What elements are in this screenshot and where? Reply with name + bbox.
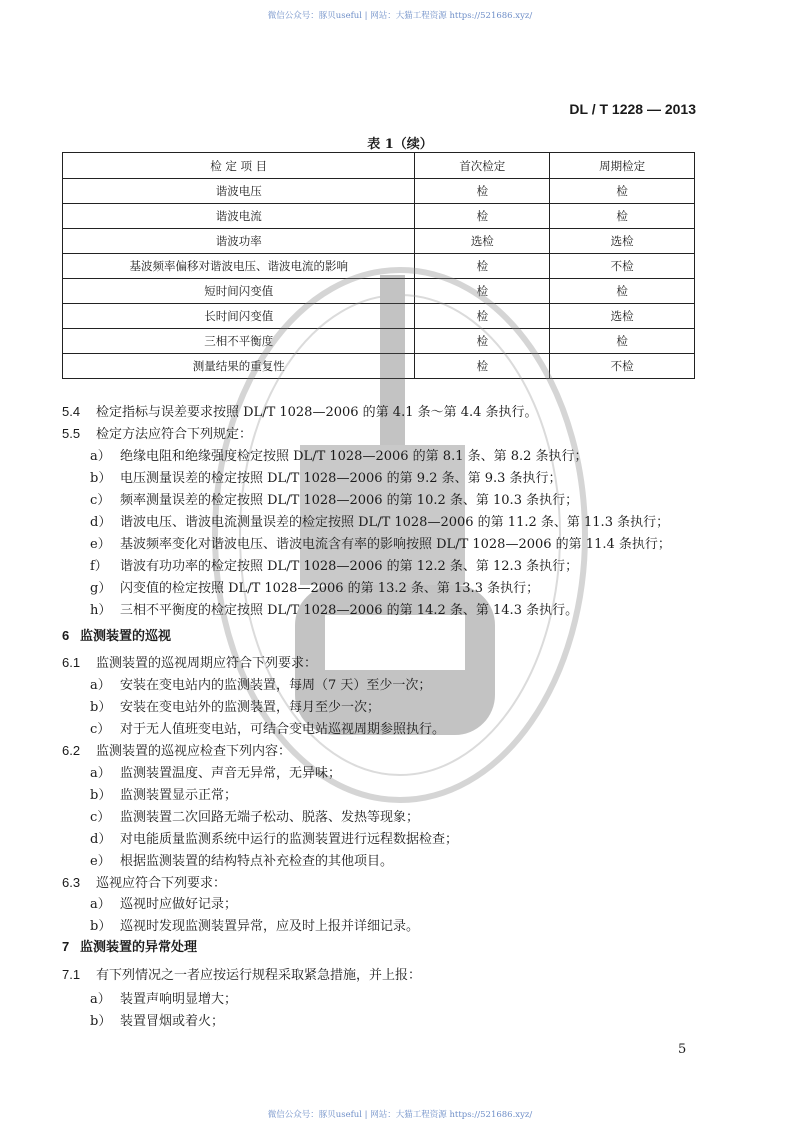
clause-number: 5.4 (62, 404, 81, 419)
table-title: 表 1（续） (367, 137, 433, 152)
inspection-table (62, 152, 695, 379)
line-text: 巡视时应做好记录； (120, 897, 238, 912)
table-row (63, 179, 695, 204)
table-cell: 检 (415, 329, 550, 354)
line-text: 安装在变电站内的监测装置，每周（7 天）至少一次； (120, 678, 432, 693)
line-text: 巡视时发现监测装置异常，应及时上报并详细记录。 (120, 919, 420, 934)
top-watermark: 微信公众号：豚贝useful | 网站：大猫工程资源 https://521686.xyz/ (267, 11, 533, 21)
table-cell: 长时间闪变值 (63, 304, 415, 329)
clause-number: 6.2 (62, 743, 81, 758)
item-label: e） (90, 537, 111, 552)
line-text: 检定指标与误差要求按照 DL/T 1028—2006 的第 4.1 条～第 4.4 条执行。 (96, 405, 538, 420)
table-row (63, 354, 695, 379)
line-text: 监测装置的巡视周期应符合下列要求： (96, 656, 318, 671)
table-cell: 选检 (550, 304, 695, 329)
table-cell: 谐波功率 (63, 229, 415, 254)
table-cell: 选检 (415, 229, 550, 254)
line-text: 电压测量误差的检定按照 DL/T 1028—2006 的第 9.2 条、第 9.3 条执行； (120, 471, 562, 486)
text-line (90, 850, 393, 869)
item-label: b） (90, 471, 112, 486)
column-header: 周期检定 (550, 153, 695, 179)
item-label: a） (90, 678, 111, 693)
table-cell: 短时间闪变值 (63, 279, 415, 304)
table-cell: 测量结果的重复性 (63, 354, 415, 379)
text-line (62, 964, 421, 983)
table-cell: 选检 (550, 229, 695, 254)
text-line (90, 489, 578, 508)
line-text: 有下列情况之一者应按运行规程采取紧急措施，并上报： (96, 968, 422, 983)
table-cell: 检 (415, 254, 550, 279)
item-label: h） (90, 603, 112, 618)
text-line (90, 467, 562, 486)
item-label: c） (90, 493, 111, 508)
table-row (63, 279, 695, 304)
table-row (63, 204, 695, 229)
text-line (62, 401, 538, 420)
table-cell: 检 (415, 354, 550, 379)
text-line (62, 740, 291, 759)
table-row (63, 254, 695, 279)
text-line (90, 806, 419, 825)
section-number: 7 (62, 939, 70, 954)
item-label: b） (90, 1014, 112, 1029)
line-text: 对于无人值班变电站，可结合变电站巡视周期参照执行。 (120, 722, 446, 737)
text-line (90, 599, 578, 618)
item-label: b） (90, 919, 112, 934)
line-text: 对电能质量监测系统中运行的监测装置进行远程数据检查； (120, 832, 459, 847)
table-cell: 不检 (550, 254, 695, 279)
text-line (90, 533, 671, 552)
line-text: 监测装置的巡视应检查下列内容： (96, 744, 292, 759)
line-text: 频率测量误差的检定按照 DL/T 1028—2006 的第 10.2 条、第 10.3 条执行； (120, 493, 579, 508)
text-line (90, 893, 237, 912)
line-text: 三相不平衡度的检定按照 DL/T 1028—2006 的第 14.2 条、第 14.3 条执行。 (120, 603, 579, 618)
table-header-row (63, 153, 695, 179)
clause-number: 6.1 (62, 655, 81, 670)
table-row (63, 304, 695, 329)
line-text: 绝缘电阻和绝缘强度检定按照 DL/T 1028—2006 的第 8.1 条、第 8.2 条执行； (120, 449, 588, 464)
column-header: 检 定 项 目 (63, 153, 415, 179)
line-text: 闪变值的检定按照 DL/T 1028—2006 的第 13.2 条、第 13.3 条执行； (120, 581, 540, 596)
table-row (63, 329, 695, 354)
text-line (62, 872, 226, 891)
table-cell: 基波频率偏移对谐波电压、谐波电流的影响 (63, 254, 415, 279)
line-text: 监测装置二次回路无端子松动、脱落、发热等现象； (120, 810, 420, 825)
line-text: 谐波电压、谐波电流测量误差的检定按照 DL/T 1028—2006 的第 11.2 条、第 11.3 条执行； (120, 515, 670, 530)
table-cell: 检 (415, 179, 550, 204)
table-cell: 检 (415, 279, 550, 304)
table-cell: 检 (415, 304, 550, 329)
item-label: c） (90, 810, 111, 825)
line-text: 装置声响明显增大； (120, 992, 238, 1007)
line-text: 谐波有功功率的检定按照 DL/T 1028—2006 的第 12.2 条、第 12.3 条执行； (120, 559, 579, 574)
column-header: 首次检定 (415, 153, 550, 179)
item-label: b） (90, 788, 112, 803)
item-label: c） (90, 722, 111, 737)
item-label: d） (90, 515, 112, 530)
table-cell: 谐波电压 (63, 179, 415, 204)
clause-number: 6.3 (62, 875, 81, 890)
text-line (90, 988, 237, 1007)
text-line (90, 696, 380, 715)
line-text: 根据监测装置的结构特点补充检查的其他项目。 (120, 854, 394, 869)
line-text: 检定方法应符合下列规定： (96, 427, 253, 442)
line-text: 基波频率变化对谐波电压、谐波电流含有率的影响按照 DL/T 1028—2006 的第 11.4 条执行； (120, 537, 671, 552)
item-label: a） (90, 449, 111, 464)
line-text: 监测装置温度、声音无异常，无异味； (120, 766, 342, 781)
table-cell: 检 (550, 279, 695, 304)
item-label: a） (90, 897, 111, 912)
line-text: 巡视应符合下列要求： (96, 876, 227, 891)
item-label: f） (90, 559, 108, 574)
text-line (90, 718, 445, 737)
line-text: 监测装置的巡视 (80, 629, 172, 644)
line-text: 监测装置显示正常； (120, 788, 238, 803)
text-line (62, 625, 171, 644)
text-line (62, 936, 197, 955)
table-cell: 检 (550, 179, 695, 204)
item-label: a） (90, 766, 111, 781)
table-cell: 谐波电流 (63, 204, 415, 229)
item-label: e） (90, 854, 111, 869)
text-line (62, 423, 252, 442)
text-line (90, 445, 588, 464)
clause-number: 7.1 (62, 967, 81, 982)
text-line (90, 915, 419, 934)
item-label: b） (90, 700, 112, 715)
text-line (90, 674, 431, 693)
standard-header: DL / T 1228 — 2013 (569, 101, 696, 117)
text-line (90, 828, 458, 847)
text-line (90, 1010, 224, 1029)
line-text: 安装在变电站外的监测装置，每月至少一次； (120, 700, 381, 715)
text-line (90, 555, 578, 574)
item-label: g） (90, 581, 112, 596)
table-row (63, 229, 695, 254)
table-cell: 三相不平衡度 (63, 329, 415, 354)
table-cell: 检 (415, 204, 550, 229)
text-line (62, 652, 317, 671)
table-cell: 检 (550, 204, 695, 229)
page-number: 5 (678, 1042, 687, 1057)
clause-number: 5.5 (62, 426, 81, 441)
item-label: a） (90, 992, 111, 1007)
text-line (90, 577, 539, 596)
text-line (90, 762, 341, 781)
text-line (90, 784, 237, 803)
table-cell: 不检 (550, 354, 695, 379)
section-number: 6 (62, 628, 70, 643)
bottom-watermark: 微信公众号：豚贝useful | 网站：大猫工程资源 https://521686.xyz/ (267, 1110, 533, 1120)
item-label: d） (90, 832, 112, 847)
table-cell: 检 (550, 329, 695, 354)
text-line (90, 511, 669, 530)
line-text: 监测装置的异常处理 (80, 940, 198, 955)
line-text: 装置冒烟或着火； (120, 1014, 225, 1029)
